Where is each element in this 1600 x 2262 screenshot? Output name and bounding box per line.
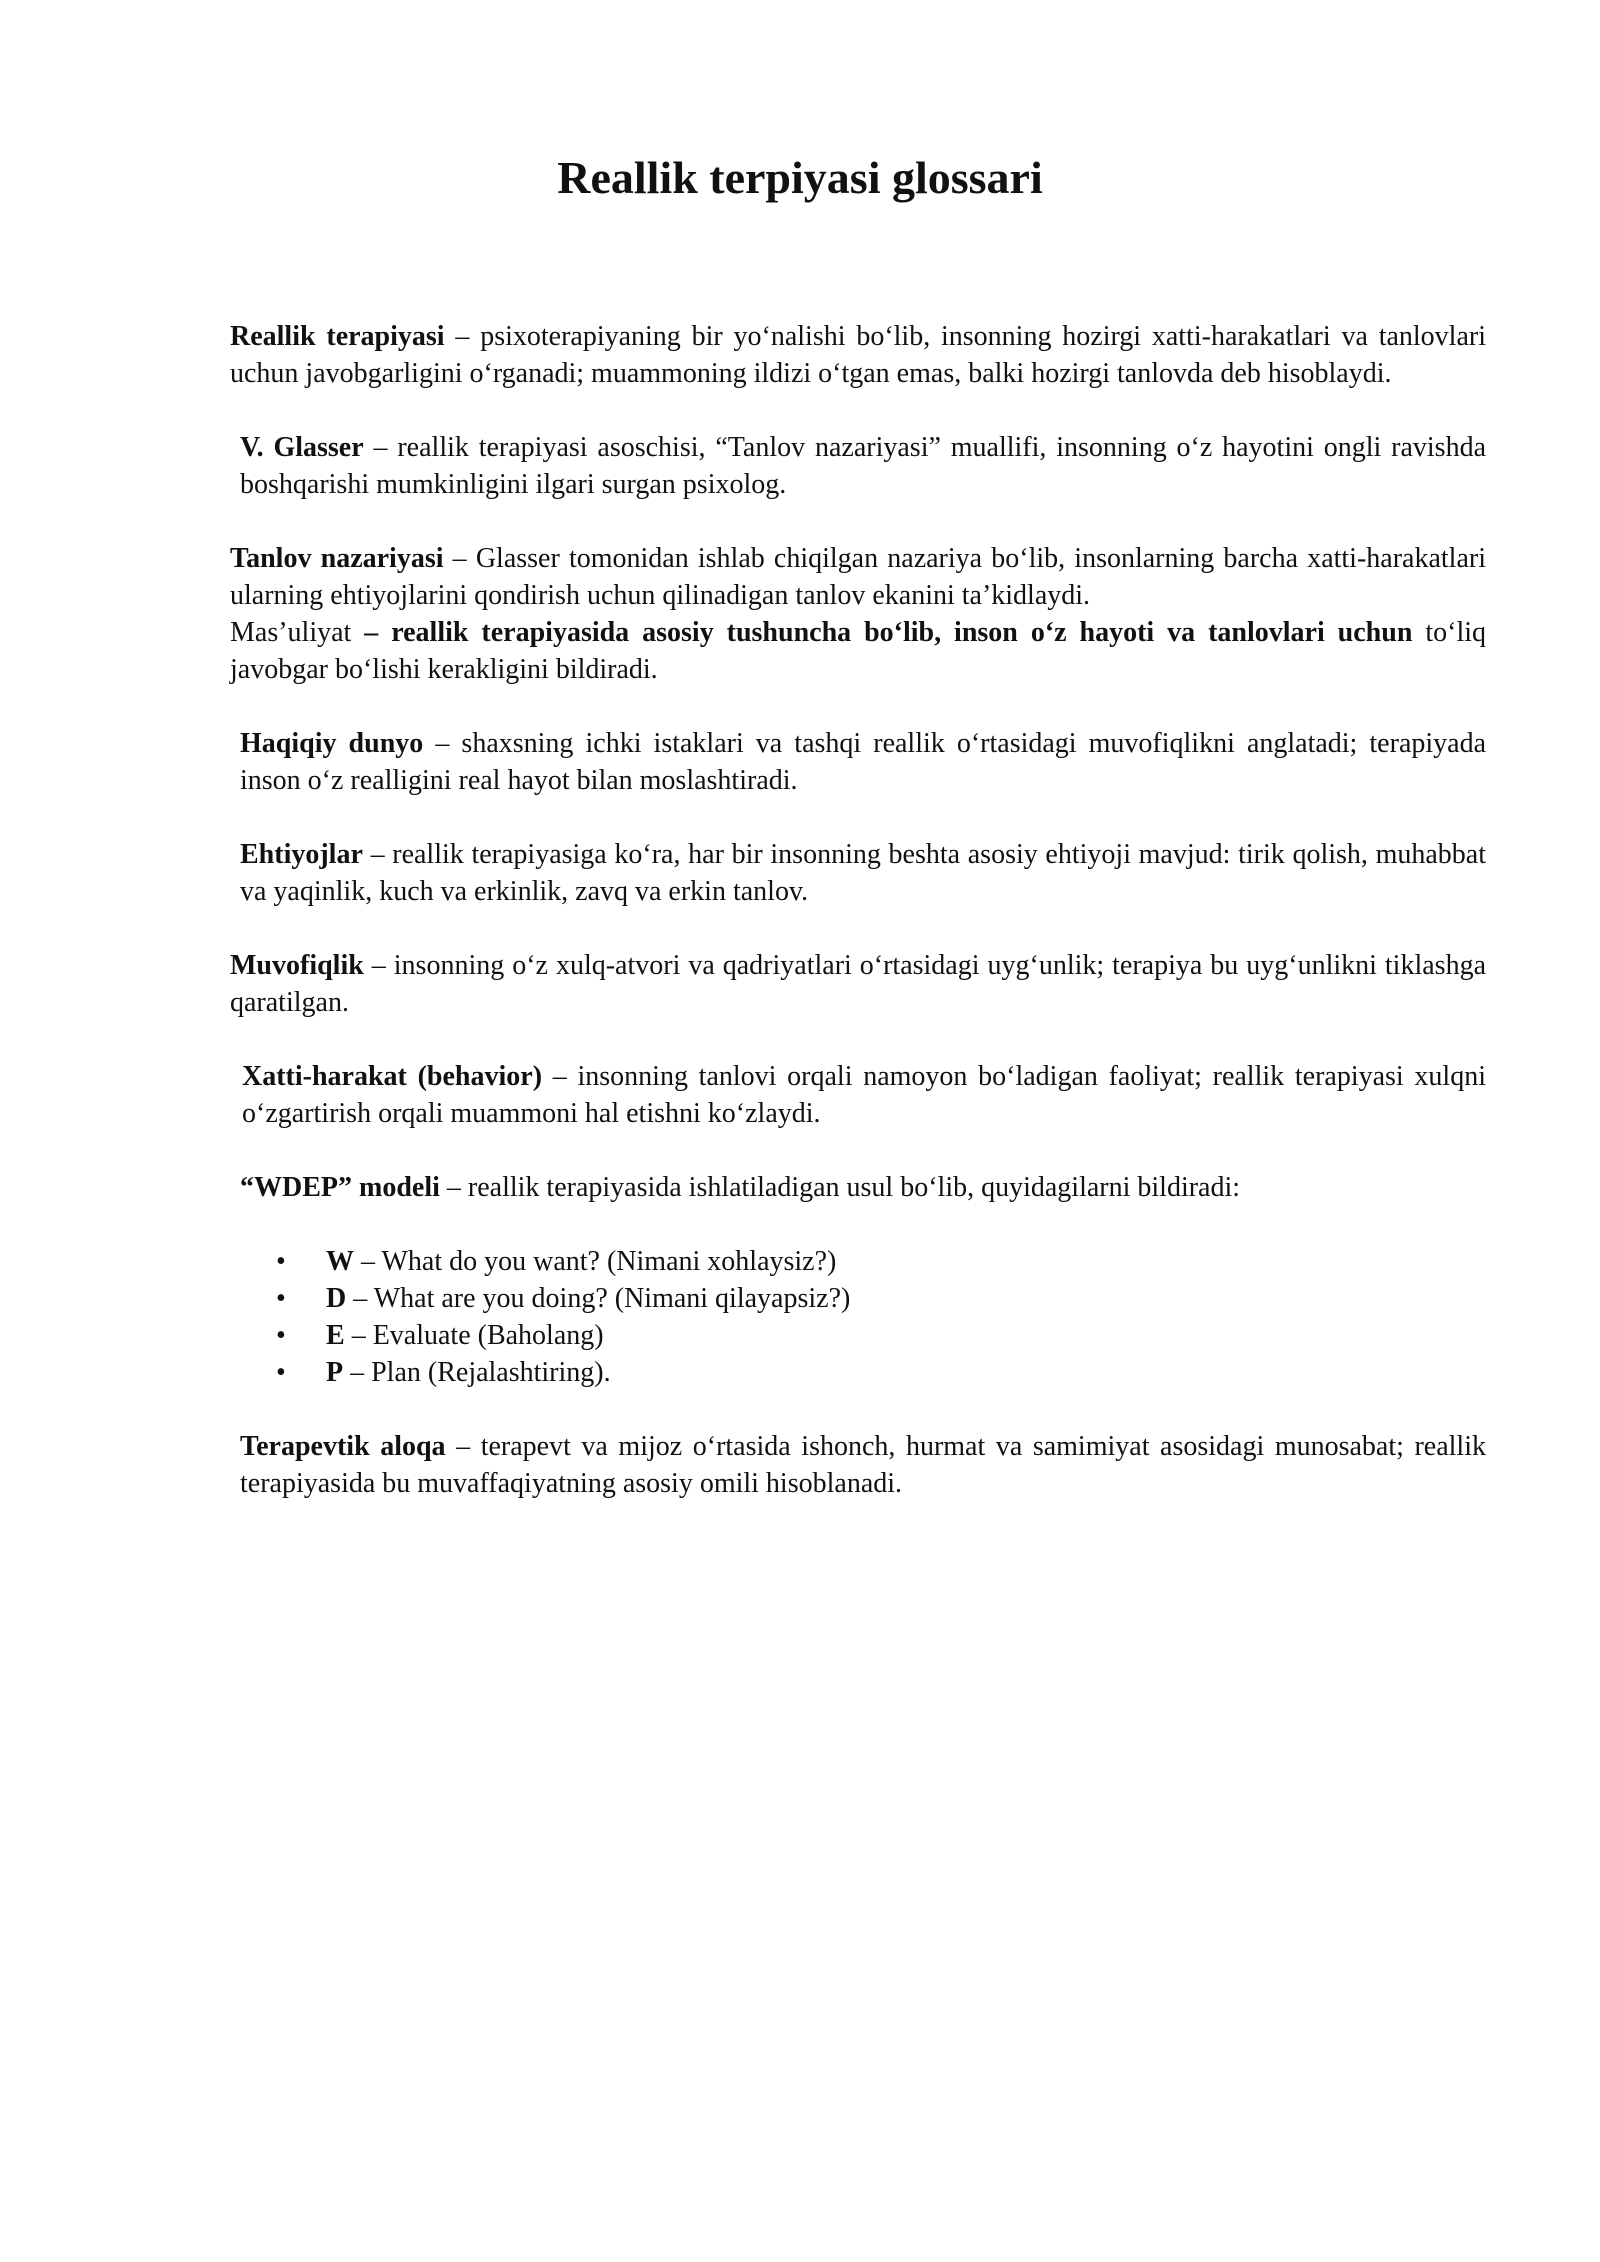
glossary-entry-muvofiqlik (230, 947, 1486, 1021)
glossary-definition: – psixoterapiyaning bir yo‘nalishi bo‘lib, insonning hozirgi xatti-harakatlari va tanlovlari uchun javobgarligini o‘rganadi; muammoning ildizi o‘tgan emas, balki hozirgi tanlovda deb hisoblaydi. (230, 321, 1486, 389)
glossary-definition: – reallik terapiyasi asoschisi, “Tanlov nazariyasi” muallifi, insonning o‘z hayotini ongli ravishda boshqarishi mumkinligini ilgari surgan psixolog. (240, 432, 1486, 500)
wdep-letter: P (326, 1357, 344, 1388)
glossary-entry-tanlov-nazariyasi (230, 540, 1486, 614)
glossary-entry-glasser (230, 429, 1486, 503)
glossary-definition: to‘liq javobgar bo‘lishi kerakligini bildiradi. (230, 617, 1487, 685)
glossary-definition: – Glasser tomonidan ishlab chiqilgan nazariya bo‘lib, insonlarning barcha xatti-harakatlari ularning ehtiyojlarini qondirish uchun qilinadigan tanlov ekanini ta’kidlaydi. (230, 543, 1486, 611)
glossary-definition: – terapevt va mijoz o‘rtasida ishonch, hurmat va samimiyat asosidagi munosabat; reallik terapiyasida bu muvaffaqiyatning asosiy omili hisoblanadi. (240, 1431, 1486, 1499)
glossary-term: V. Glasser (240, 432, 364, 463)
glossary-entry-ehtiyojlar (230, 836, 1486, 910)
wdep-list (230, 1243, 1486, 1391)
glossary-term: Xatti-harakat (behavior) (242, 1061, 543, 1092)
document-title: Reallik terpiyasi glossari (557, 152, 1043, 203)
glossary-entry-wdep-model (230, 1169, 1486, 1206)
glossary-definition: – insonning o‘z xulq-atvori va qadriyatlari o‘rtasidagi uyg‘unlik; terapiya bu uyg‘unlikni tiklashga qaratilgan. (230, 950, 1486, 1018)
glossary-body (230, 318, 1486, 1539)
glossary-definition-bold: – reallik terapiyasida asosiy tushuncha bo‘lib, inson o‘z hayoti va tanlovlari uchun (364, 617, 1413, 648)
glossary-term: Muvofiqlik (230, 950, 364, 981)
list-item (326, 1280, 1486, 1317)
glossary-term: Haqiqiy dunyo (240, 728, 424, 759)
glossary-entry-masuliyat (230, 614, 1486, 688)
glossary-definition: – reallik terapiyasiga ko‘ra, har bir insonning beshta asosiy ehtiyoji mavjud: tirik qolish, muhabbat va yaqinlik, kuch va erkinlik, zavq va erkin tanlov. (240, 839, 1486, 907)
glossary-term: Ehtiyojlar (240, 839, 363, 870)
wdep-letter: E (326, 1320, 345, 1351)
wdep-text: – Plan (Rejalashtiring). (343, 1357, 611, 1388)
glossary-entry-terapevtik-aloqa (230, 1428, 1486, 1502)
list-item (326, 1354, 1486, 1391)
list-item (326, 1243, 1486, 1280)
glossary-entry-haqiqiy-dunyo (230, 725, 1486, 799)
glossary-definition: – shaxsning ichki istaklari va tashqi reallik o‘rtasidagi muvofiqlikni anglatadi; terapiyada inson o‘z realligini real hayot bilan moslashtiradi. (240, 728, 1487, 796)
wdep-letter: D (326, 1283, 347, 1314)
glossary-definition: – insonning tanlovi orqali namoyon bo‘ladigan faoliyat; reallik terapiyasi xulqni o‘zgartirish orqali muammoni hal etishni ko‘zlaydi. (242, 1061, 1486, 1129)
glossary-term: Tanlov nazariyasi (230, 543, 444, 574)
glossary-entry-reallik-terapiyasi (230, 318, 1486, 392)
glossary-term: Terapevtik aloqa (240, 1431, 446, 1462)
glossary-term: Reallik terapiyasi (230, 321, 445, 352)
wdep-text: – What are you doing? (Nimani qilayapsiz?) (346, 1283, 851, 1314)
glossary-entry-xatti-harakat (230, 1058, 1486, 1132)
wdep-text: – Evaluate (Baholang) (344, 1320, 604, 1351)
glossary-definition: – reallik terapiyasida ishlatiladigan usul bo‘lib, quyidagilarni bildiradi: (439, 1172, 1241, 1203)
glossary-term: Mas’uliyat (230, 617, 365, 648)
list-item (326, 1317, 1486, 1354)
glossary-term: “WDEP” modeli (240, 1172, 440, 1203)
wdep-text: – What do you want? (Nimani xohlaysiz?) (354, 1246, 837, 1277)
wdep-letter: W (326, 1246, 354, 1277)
